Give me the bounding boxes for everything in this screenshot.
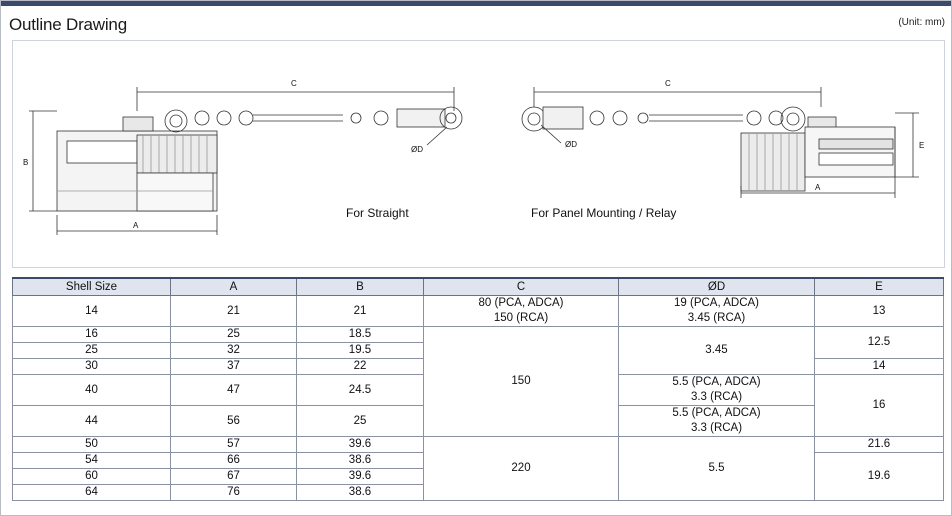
cell-shell: 54 (13, 453, 171, 469)
straight-dim-d: ØD (411, 145, 423, 154)
header-shell-size: Shell Size (13, 278, 171, 296)
panel-dim-d: ØD (565, 140, 577, 149)
table-row (13, 327, 944, 343)
cell-d: 5.5 (PCA, ADCA) 3.3 (RCA) (619, 406, 815, 437)
cell-a: 67 (171, 469, 297, 485)
drawing-area (12, 40, 945, 268)
cell-c-merged: 220 (424, 437, 619, 501)
cell-shell: 14 (13, 296, 171, 327)
cell-b: 38.6 (297, 485, 424, 501)
cell-b: 39.6 (297, 469, 424, 485)
panel-caption: For Panel Mounting / Relay (531, 206, 677, 220)
unit-label: (Unit: mm) (898, 17, 945, 28)
cell-shell: 16 (13, 327, 171, 343)
cell-a: 21 (171, 296, 297, 327)
cell-shell: 25 (13, 343, 171, 359)
cell-d-merged: 3.45 (619, 327, 815, 375)
cell-b: 25 (297, 406, 424, 437)
cell-a: 47 (171, 375, 297, 406)
cell-b: 39.6 (297, 437, 424, 453)
cell-a: 76 (171, 485, 297, 501)
cell-b: 38.6 (297, 453, 424, 469)
cell-shell: 64 (13, 485, 171, 501)
cell-shell: 50 (13, 437, 171, 453)
cell-shell: 44 (13, 406, 171, 437)
cell-a: 57 (171, 437, 297, 453)
header-a: A (171, 278, 297, 296)
cell-b: 18.5 (297, 327, 424, 343)
cell-b: 24.5 (297, 375, 424, 406)
panel-dim-e: E (919, 141, 925, 150)
straight-dim-a: A (133, 221, 139, 230)
cell-e: 13 (815, 296, 944, 327)
cell-a: 66 (171, 453, 297, 469)
header-b: B (297, 278, 424, 296)
cell-shell: 40 (13, 375, 171, 406)
outline-drawing-svg (13, 41, 944, 267)
cell-b: 21 (297, 296, 424, 327)
cell-shell: 60 (13, 469, 171, 485)
cell-a: 25 (171, 327, 297, 343)
straight-dim-c: C (291, 79, 297, 88)
dimension-table (12, 277, 944, 501)
cell-e-merged: 19.6 (815, 453, 944, 501)
table-header-row (13, 278, 944, 296)
straight-caption: For Straight (346, 206, 409, 220)
cell-shell: 30 (13, 359, 171, 375)
table-row (13, 437, 944, 453)
panel-dim-a: A (815, 183, 821, 192)
cell-d: 5.5 (PCA, ADCA) 3.3 (RCA) (619, 375, 815, 406)
section-title: Outline Drawing (9, 15, 127, 34)
cell-c: 80 (PCA, ADCA) 150 (RCA) (424, 296, 619, 327)
cell-d-merged: 5.5 (619, 437, 815, 501)
header-c: C (424, 278, 619, 296)
cell-e: 14 (815, 359, 944, 375)
cell-b: 22 (297, 359, 424, 375)
top-accent-bar (1, 1, 951, 6)
straight-dim-b: B (23, 158, 29, 167)
header-e: E (815, 278, 944, 296)
header-d: ØD (619, 278, 815, 296)
cell-a: 56 (171, 406, 297, 437)
panel-dim-c: C (665, 79, 671, 88)
cell-a: 32 (171, 343, 297, 359)
cell-d: 19 (PCA, ADCA) 3.45 (RCA) (619, 296, 815, 327)
cell-a: 37 (171, 359, 297, 375)
cell-c-merged: 150 (424, 327, 619, 437)
cell-e: 21.6 (815, 437, 944, 453)
table-row (13, 296, 944, 327)
panel-plug-drawing (522, 87, 919, 198)
cell-b: 19.5 (297, 343, 424, 359)
cell-e-merged: 12.5 (815, 327, 944, 359)
cell-e-merged: 16 (815, 375, 944, 437)
